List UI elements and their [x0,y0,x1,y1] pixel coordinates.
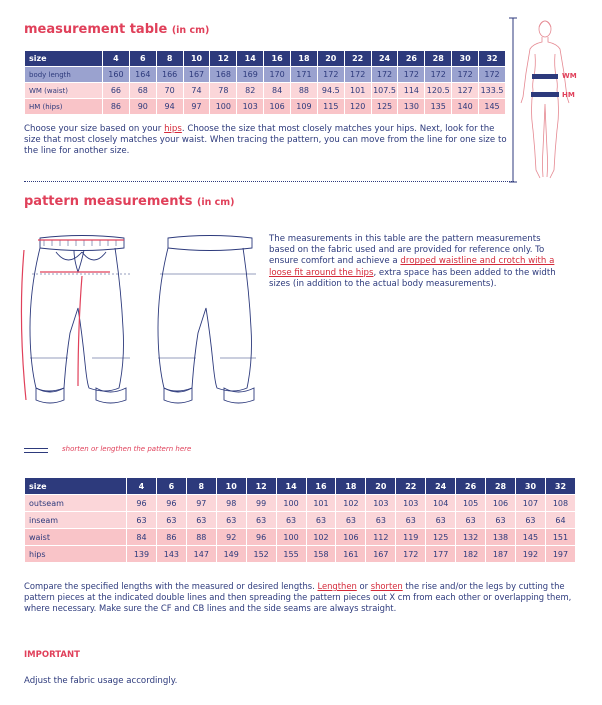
size-col: 16 [306,478,336,495]
section-divider [24,181,514,182]
row-label: WM (waist) [25,83,103,99]
cell: 152 [246,546,276,563]
cell: 70 [156,83,183,99]
cell: 105 [456,495,486,512]
compare-instructions [24,581,576,615]
size-col: 20 [366,478,396,495]
cell: 112 [366,529,396,546]
cell: 115 [317,99,344,115]
cell: 90 [129,99,156,115]
cell: 106 [486,495,516,512]
cell: 187 [486,546,516,563]
cell: 169 [237,67,264,83]
size-col: 22 [344,51,371,67]
cell: 172 [425,67,452,83]
header-size-label: size [25,478,127,495]
cell: 172 [452,67,479,83]
pattern-measurements-title-text: pattern measurements [24,194,193,209]
size-col: 30 [452,51,479,67]
hips-link[interactable]: hips [164,124,182,134]
size-col: 18 [336,478,366,495]
waist-band-marker [532,74,558,79]
cell: 64 [545,512,575,529]
hip-band-marker [531,92,559,97]
cell: 101 [344,83,371,99]
legend-text: shorten or lengthen the pattern here [62,445,192,453]
cell: 63 [456,512,486,529]
size-col: 18 [291,51,318,67]
cell: 97 [183,99,210,115]
table-row [25,529,576,546]
cell: 107.5 [371,83,398,99]
cell: 96 [246,529,276,546]
cell: 172 [371,67,398,83]
cell: 172 [344,67,371,83]
text-fragment: the rise and/or the legs by cutting the pattern pieces at the indicated double lines and then spreading the pattern pieces out X cm from each other or overlapping them, where necessary. Make sure the CF and CB lines and the side seams are always straight. [24,581,572,614]
cell: 88 [291,83,318,99]
cell: 132 [456,529,486,546]
cell: 138 [486,529,516,546]
cell: 145 [515,529,545,546]
cell: 172 [479,67,506,83]
size-col: 6 [156,478,186,495]
size-col: 12 [246,478,276,495]
cell: 197 [545,546,575,563]
cell: 94 [156,99,183,115]
cell: 106 [336,529,366,546]
cell: 86 [156,529,186,546]
important-text: Adjust the fabric usage accordingly. [24,676,178,686]
cell: 127 [452,83,479,99]
cell: 125 [426,529,456,546]
cell: 108 [545,495,575,512]
size-col: 6 [129,51,156,67]
cell: 114 [398,83,425,99]
text-fragment: Choose your size based on your [24,124,165,134]
pants-illustration [18,228,256,414]
cell: 98 [216,495,246,512]
cell: 63 [426,512,456,529]
size-col: 14 [276,478,306,495]
text-fragment: The measurements in this table are the pattern measurements based on the fabric used and are provided for reference only. To ensure comfort and achieve a [269,234,545,267]
cell: 192 [515,546,545,563]
cell: 66 [103,83,130,99]
cell: 109 [291,99,318,115]
row-label: body length [25,67,103,83]
cell: 63 [336,512,366,529]
hm-label: HM [562,91,575,99]
shorten-link[interactable]: shorten [370,581,403,591]
cell: 161 [336,546,366,563]
cell: 97 [186,495,216,512]
dropped-waistline-link[interactable]: dropped waistline and crotch with a loose fit around the hips [269,256,555,278]
row-label: outseam [25,495,127,512]
measurement-table-header [25,51,506,67]
text-fragment: , extra space has been added to the width sizes (in addition to the actual body measurements). [269,267,556,289]
size-col: 10 [216,478,246,495]
cell: 145 [479,99,506,115]
size-col: 20 [317,51,344,67]
pattern-measurements-unit: (in cm) [196,197,235,208]
cell: 68 [129,83,156,99]
cell: 63 [366,512,396,529]
size-col: 28 [486,478,516,495]
pattern-measurements-title [24,194,235,209]
cell: 96 [127,495,157,512]
cell: 78 [210,83,237,99]
cell: 182 [456,546,486,563]
cell: 177 [426,546,456,563]
cell: 168 [210,67,237,83]
cell: 84 [127,529,157,546]
text-fragment: Compare the specified lengths with the measured or desired lengths. [24,581,318,591]
table-row [25,495,576,512]
measurement-table-unit: (in cm) [171,25,210,36]
measurement-table-title [24,22,209,37]
pattern-table [24,477,576,563]
measurement-table [24,50,506,115]
cell: 96 [156,495,186,512]
text-fragment: or [356,581,371,591]
size-col: 30 [515,478,545,495]
size-col: 22 [396,478,426,495]
measurement-instructions [24,124,512,158]
cell: 103 [396,495,426,512]
woman-outline [521,21,569,178]
pattern-table-header [25,478,576,495]
size-col: 10 [183,51,210,67]
cell: 140 [452,99,479,115]
size-col: 26 [456,478,486,495]
row-label: inseam [25,512,127,529]
cell: 86 [103,99,130,115]
size-col: 26 [398,51,425,67]
row-label: waist [25,529,127,546]
cell: 63 [216,512,246,529]
cell: 167 [366,546,396,563]
cell: 103 [366,495,396,512]
cell: 119 [396,529,426,546]
cell: 99 [246,495,276,512]
size-col: 8 [156,51,183,67]
cell: 63 [127,512,157,529]
body-figure-illustration [505,14,585,186]
pants-front-view [30,236,132,404]
cell: 74 [183,83,210,99]
table-row [25,83,506,99]
cell: 170 [264,67,291,83]
cell: 171 [291,67,318,83]
row-label: HM (hips) [25,99,103,115]
cell: 172 [398,67,425,83]
cell: 63 [515,512,545,529]
size-col: 4 [103,51,130,67]
size-col: 16 [264,51,291,67]
cell: 158 [306,546,336,563]
cell: 166 [156,67,183,83]
cell: 164 [129,67,156,83]
cell: 63 [156,512,186,529]
cell: 172 [317,67,344,83]
table-row [25,546,576,563]
size-col: 28 [425,51,452,67]
cell: 63 [306,512,336,529]
cell: 94.5 [317,83,344,99]
cell: 125 [371,99,398,115]
cell: 120 [344,99,371,115]
table-row [25,512,576,529]
size-col: 4 [127,478,157,495]
cell: 106 [264,99,291,115]
cell: 147 [186,546,216,563]
size-col: 32 [479,51,506,67]
row-label: hips [25,546,127,563]
cell: 63 [246,512,276,529]
cell: 63 [486,512,516,529]
table-row [25,67,506,83]
cell: 100 [276,495,306,512]
size-col: 32 [545,478,575,495]
size-col: 8 [186,478,216,495]
cell: 63 [186,512,216,529]
cell: 63 [396,512,426,529]
wm-label: WM [562,72,577,80]
size-col: 14 [237,51,264,67]
cell: 100 [210,99,237,115]
cell: 133.5 [479,83,506,99]
cell: 172 [396,546,426,563]
cell: 92 [216,529,246,546]
important-heading: IMPORTANT [24,650,80,660]
cell: 135 [425,99,452,115]
cell: 155 [276,546,306,563]
lengthen-link[interactable]: Lengthen [317,581,357,591]
cell: 107 [515,495,545,512]
cell: 102 [306,529,336,546]
cell: 88 [186,529,216,546]
cell: 120.5 [425,83,452,99]
cell: 149 [216,546,246,563]
cell: 84 [264,83,291,99]
pants-back-view [158,236,256,404]
header-size-label: size [25,51,103,67]
measurement-table-title-text: measurement table [24,22,168,37]
cell: 139 [127,546,157,563]
size-col: 12 [210,51,237,67]
double-line-icon [24,448,48,453]
size-col: 24 [371,51,398,67]
cell: 104 [426,495,456,512]
cell: 167 [183,67,210,83]
cell: 103 [237,99,264,115]
cell: 143 [156,546,186,563]
cell: 160 [103,67,130,83]
pattern-description [269,234,559,290]
cell: 130 [398,99,425,115]
cell: 82 [237,83,264,99]
text-fragment: . Choose the size that most closely matches your hips. Next, look for the size that most closely matches your waist. When tracing the pattern, you can move from the line for one size to the line for another size. [24,124,507,157]
cell: 102 [336,495,366,512]
table-row [25,99,506,115]
cell: 151 [545,529,575,546]
cell: 63 [276,512,306,529]
size-col: 24 [426,478,456,495]
cell: 101 [306,495,336,512]
cell: 100 [276,529,306,546]
